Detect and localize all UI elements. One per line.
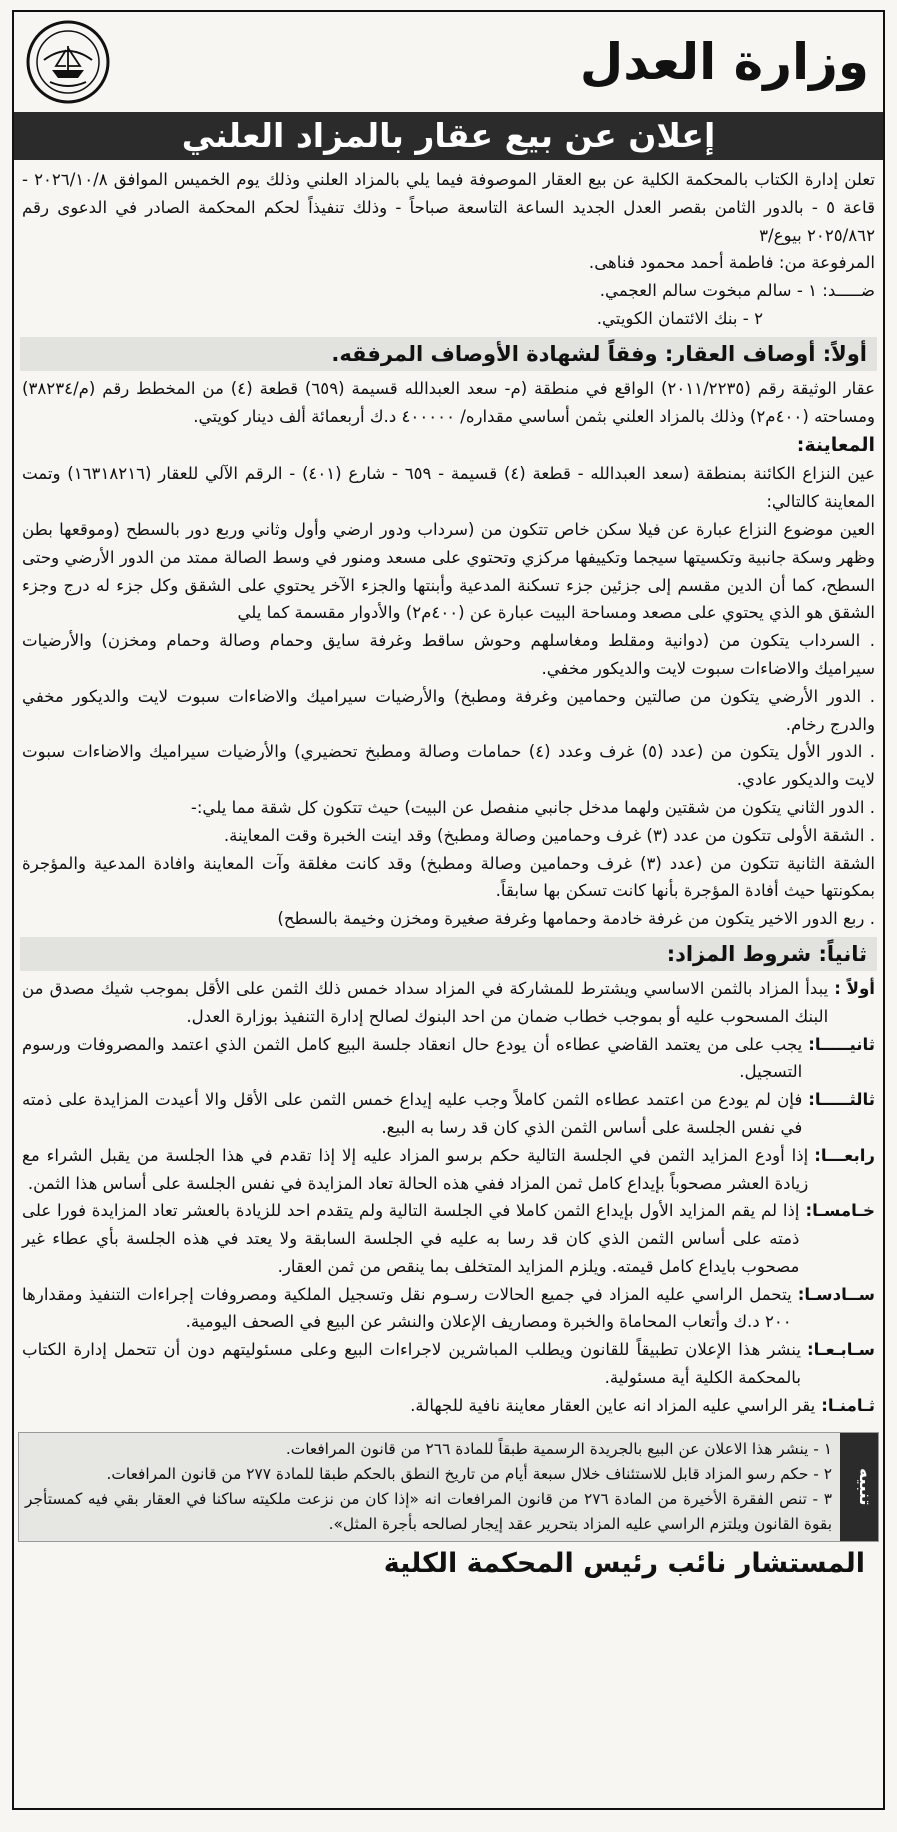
inspection-paragraph: . الشقة الأولى تتكون من عدد (٣) غرف وحمامين وصالة ومطبخ) وقد اينت الخبرة وقت المعاينة. [223, 825, 875, 845]
condition-label: ثانيـــــا: [808, 1034, 875, 1054]
announcement-body [22, 166, 875, 1577]
section-conditions-title: ثانياً: شروط المزاد: [20, 937, 877, 971]
condition-item [22, 1031, 875, 1087]
inspection-heading: المعاينة: [796, 434, 875, 457]
plaintiff-line: المرفوعة من: فاطمة أحمد محمود فناهى. [588, 253, 875, 273]
announcement-page [12, 10, 885, 1810]
condition-text: إذا لم يقم المزايد الأول بإيداع الثمن كاملا في الجلسة التالية ولم يتقدم احد للزيادة بالعشر تعاد المزايدة فورا على ذمته على أساس الثمن الذي كان قد رسا به عليه في الجلسة السابقة ولا يعتد في هذه الجلسة بأي عطاء غير مصحوب بايداع كامل قيمته. ويلزم المزايد المتخلف بما ينقص من ثمن العقار. [22, 1201, 800, 1276]
condition-item [22, 1086, 875, 1142]
condition-item [22, 1281, 875, 1337]
condition-label: رابعـــا: [814, 1145, 875, 1165]
condition-item [22, 1142, 875, 1198]
condition-text: يقر الراسي عليه المزاد انه عاين العقار معاينة نافية للجهالة. [410, 1395, 816, 1415]
state-emblem-icon [26, 20, 110, 104]
inspection-paragraph: . الدور الأرضي يتكون من صالتين وحمامين وغرفة ومطبخ) والأرضيات سيراميك والاضاءات سبوت لايت والديكور مخفي والدرج رخام. [22, 686, 875, 734]
condition-label: ثالثـــــا: [808, 1090, 875, 1110]
condition-label: سـابـعـا: [806, 1340, 875, 1360]
condition-label: ثـامنـا: [821, 1395, 875, 1415]
notes-box [18, 1432, 879, 1542]
signature-line: المستشار نائب رئيس المحكمة الكلية [383, 1547, 865, 1579]
condition-text: فإن لم يودع من اعتمد عطاءه الثمن كاملاً وجب عليه إيداع خمس الثمن على الأقل والا أعيدت المزايدة على ذمته في نفس الجلسة على أساس الثمن الذي كان قد رسا به البيع. [22, 1090, 803, 1137]
note-item: ٣ - تنص الفقرة الأخيرة من المادة ٢٧٦ من قانون المرافعات انه «إذا كان من نزعت ملكيته ساكنا في العقار بقي فيه كمستأجر بقوة القانون ويلتزم الراسي عليه المزاد بتحرير عقد إيجار لصالحه بأجرة المثل». [25, 1489, 832, 1533]
inspection-paragraph: عين النزاع الكائنة بمنطقة (سعد العبدالله - قطعة (٤) قسيمة - ٦٥٩ - شارع (٤٠١) - الرقم الآلي للعقار (١٦٣١٨٢١٦) وتمت المعاينة كالتالي: [22, 464, 875, 512]
inspection-paragraph: الشقة الثانية تتكون من (عدد (٣) غرف وحمامين وصالة ومطبخ) وقد كانت مغلقة وآت المعاينة وافادة المدعية والمؤجرة بمكونتها حيث أفادة المؤجرة بأنها كانت تسكن بها سابقاً. [22, 853, 875, 901]
notes-list [19, 1433, 840, 1541]
ministry-name: وزارة العدل [579, 33, 869, 91]
condition-label: أولاً : [834, 978, 875, 998]
property-description: عقار الوثيقة رقم (٢٠١١/٢٢٣٥) الواقع في منطقة (م- سعد العبدالله قسيمة (٦٥٩) قطعة (٤) من المخطط رقم (م/٣٨٢٣٤) ومساحته (٤٠٠م٢) وذلك بالمزاد العلني بثمن أساسي مقداره/ ٤٠٠٠٠٠ د.ك أربعمائة ألف دينار كويتي. [22, 378, 875, 426]
condition-text: يجب على من يعتمد القاضي عطاءه أن يودع حال انعقاد جلسة البيع كامل الثمن الذي اعتمد والمصروفات ورسوم التسجيل. [22, 1034, 803, 1082]
note-item: ٢ - حكم رسو المزاد قابل للاستئناف خلال سبعة أيام من تاريخ النطق بالحكم طبقا للمادة ٢٧٧ من قانون المرافعات. [106, 1464, 832, 1483]
inspection-paragraph: . الدور الثاني يتكون من شقتين ولهما مدخل جانبي منفصل عن البيت) حيث تتكون كل شقة مما يلي:- [190, 797, 875, 817]
defendant-line-1: ضـــــد: ١ - سالم مبخوت سالم العجمي. [599, 281, 875, 301]
masthead [22, 12, 875, 112]
condition-item [22, 975, 875, 1031]
note-item: ١ - ينشر هذا الاعلان عن البيع بالجريدة الرسمية طبقاً للمادة ٢٦٦ من قانون المرافعات. [285, 1439, 832, 1458]
intro-paragraph: تعلن إدارة الكتاب بالمحكمة الكلية عن بيع العقار الموصوفة فيما يلي بالمزاد العلني وذلك يوم الخميس الموافق ٢٠٢٦/١٠/٨ - قاعة ٥ - بالدور الثامن بقصر العدل الجديد الساعة التاسعة صباحاً - وذلك تنفيذاً لحكم المحكمة الصادر في الدعوى رقم ٢٠٢٥/٨٦٢ بيوع/٣ [22, 170, 875, 245]
condition-item [22, 1197, 875, 1280]
inspection-paragraph: . ربع الدور الاخير يتكون من غرفة خادمة وحمامها وغرفة صغيرة ومخزن وخيمة بالسطح) [277, 909, 875, 929]
condition-label: ســادسـا: [797, 1284, 875, 1304]
condition-item [22, 1336, 875, 1392]
condition-text: يبدأ المزاد بالثمن الاساسي ويشترط للمشاركة في المزاد سداد خمس ذلك الثمن على الأقل بموجب شيك مصدق من البنك المسحوب عليه أو بموجب خطاب ضمان من احد البنوك لصالح إدارة التنفيذ بوزارة العدل. [22, 978, 829, 1026]
section-property-title: أولاً: أوصاف العقار: وفقاً لشهادة الأوصاف المرفقه. [20, 337, 877, 371]
notes-tag: تنبيه [840, 1433, 878, 1541]
condition-text: إذا أودع المزايد الثمن في الجلسة التالية حكم برسو المزاد عليه إلا إذا تقدم في هذا الجلسة من يقبل الشراء مع زيادة العشر مصحوباً بإيداع كامل ثمن المزاد ففي هذه الحالة تعاد المزايدة في نفس الجلسة على أساس هذا الثمن. [22, 1145, 809, 1193]
inspection-paragraph: . الدور الأول يتكون من (عدد (٥) غرف وعدد (٤) حمامات وصالة ومطبخ تحضيري) والأرضيات سيراميك والاضاءات سبوت لايت والديكور عادي. [22, 742, 875, 790]
inspection-paragraph: . السرداب يتكون من (دوانية ومقلط ومغاسلهم وحوش ساقط وغرفة سايق وحمام وصالة وحمام ومخزن) والأرضيات سيراميك والاضاءات سبوت لايت والديكور مخفي. [22, 631, 875, 678]
condition-text: يتحمل الراسي عليه المزاد في جميع الحالات رسـوم نقل وتسجيل الملكية ومصروفات إجراءات التنفيذ ومقدارها ٢٠٠ د.ك وأتعاب المحاماة والخبرة ومصاريف الإعلان والنشر عن البيع في الصحف اليومية. [22, 1284, 792, 1332]
inspection-paragraph: العين موضوع النزاع عبارة عن فيلا سكن خاص تتكون من (سرداب ودور ارضي وأول وثاني وربع دور بالسطح (وموقعها بطن وظهر وسكة جانبية وتكسيتها سيجما وتكييفها مركزي وتحتوي على مسعد ومنور في وسط الصالة ممتد من الدور الأرضي وحتى السطح، كما أن الدين مقسم إلى جزئين جزء تسكنة المدعية وأبنتها والجزء الآخر يحتوي على الشقق وكل جزء له درج وجزء الشقق هو الذي يحتوي على مصعد ومساحة البيت عبارة عن (٤٠٠م٢) والأدوار مقسمة كما يلي [22, 519, 875, 623]
condition-label: خـامسـا: [805, 1201, 875, 1221]
defendant-line-2: ٢ - بنك الائتمان الكويتي. [596, 308, 763, 328]
condition-item [22, 1392, 875, 1420]
announcement-banner: إعلان عن بيع عقار بالمزاد العلني [14, 112, 883, 160]
condition-text: ينشر هذا الإعلان تطبيقاً للقانون ويطلب المباشرين لاجراءات البيع وعلى مسئوليتهم دون أن تتحمل إدارة الكتاب بالمحكمة الكلية أية مسئولية. [22, 1340, 801, 1388]
